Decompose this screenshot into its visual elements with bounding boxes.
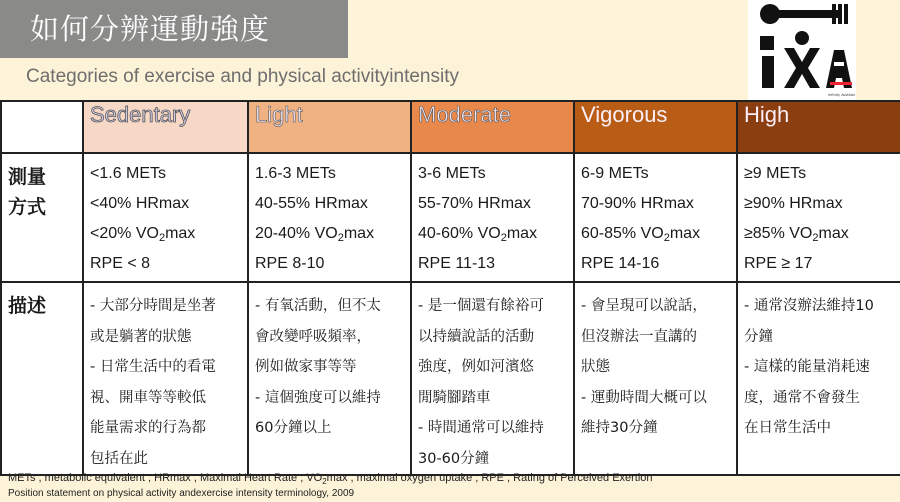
rpe-value: RPE 11-13	[418, 255, 496, 272]
desc-line: 能量需求的行為都	[90, 420, 206, 436]
vo2-value: <20% $VO_2\max$	[90, 225, 196, 244]
mets-value: <1.6 METs	[90, 165, 167, 182]
desc-line: 狀態	[581, 359, 610, 375]
desc-line: - 通常沒辦法維持10	[744, 298, 874, 314]
col-header-sedentary: Sedentary	[83, 101, 248, 153]
desc-line: 視、開車等等較低	[90, 389, 206, 406]
description-row	[1, 282, 900, 475]
desc-cell-vigorous	[574, 282, 737, 475]
row-label-metrics	[1, 153, 83, 282]
rpe-value: RPE 14-16	[581, 255, 660, 272]
vo2-value: ≥85% $VO_2\max$	[744, 225, 849, 244]
desc-line: 分鐘	[744, 328, 773, 345]
desc-line: 但沒辦法一直講的	[581, 328, 697, 345]
header-row	[1, 101, 900, 153]
rpe-value: RPE ≥ 17	[744, 255, 813, 272]
desc-line: 在日常生活中	[744, 420, 831, 436]
mets-value: ≥9 METs	[744, 165, 807, 182]
desc-cell-high	[737, 282, 900, 475]
desc-line: 強度，例如河濱悠	[418, 359, 534, 375]
desc-line: 60分鐘以上	[255, 420, 332, 436]
vo2-value: 40-60% $VO_2\max$	[418, 225, 538, 244]
footnote: METs , metabolic equivalent ; HRmax , Maximal Heart Rate ; $VO_2\max$ , maximal oxygen uptake ; RPE , Rating of Perceived Exertion	[8, 472, 653, 487]
mets-value: 1.6-3 METs	[255, 165, 336, 182]
hr-value: ≥90% HRmax	[744, 195, 843, 212]
desc-line: - 這個強度可以維持	[255, 389, 381, 406]
desc-line: 會改變呼吸頻率，	[255, 328, 371, 345]
rpe-value: RPE < 8	[90, 255, 151, 272]
metric-cell-sedentary	[83, 153, 248, 282]
rpe-value: RPE 8-10	[255, 255, 325, 272]
desc-line: - 時間通常可以維持	[418, 420, 544, 436]
metric-cell-vigorous	[574, 153, 737, 282]
logo-icon	[748, 0, 856, 100]
metric-cell-high	[737, 153, 900, 282]
desc-line: - 這樣的能量消耗速	[744, 359, 870, 375]
corner-cell	[1, 101, 83, 153]
desc-cell-light	[248, 282, 411, 475]
mets-value: 6-9 METs	[581, 165, 649, 182]
desc-line: - 運動時間大概可以	[581, 389, 707, 406]
metric-cell-light	[248, 153, 411, 282]
logo-caption: Infinity Aviation	[828, 93, 856, 97]
col-header-high: High	[737, 101, 900, 153]
source-citation: Position statement on physical activity andexercise intensity terminology, 2009	[8, 488, 355, 499]
col-header-moderate: Moderate	[411, 101, 574, 153]
hr-value: 55-70% HRmax	[418, 195, 531, 212]
desc-line: 度，通常不會發生	[744, 389, 860, 406]
hr-value: <40% HRmax	[90, 195, 190, 212]
metric-cell-moderate	[411, 153, 574, 282]
desc-line: 維持30分鐘	[581, 420, 658, 436]
desc-line: 閒騎腳踏車	[418, 389, 491, 406]
intensity-table	[0, 100, 900, 476]
col-header-light: Light	[248, 101, 411, 153]
desc-cell-sedentary	[83, 282, 248, 475]
desc-line: 以持續說話的活動	[418, 328, 534, 345]
desc-line: - 大部分時間是坐著	[90, 298, 216, 314]
desc-line: 30-60分鐘	[418, 450, 490, 467]
page-subtitle: Categories of exercise and physical activityintensity	[26, 66, 459, 87]
desc-cell-moderate	[411, 282, 574, 475]
desc-line: - 日常生活中的看電	[90, 359, 216, 375]
row-label-metrics-line1: 測量	[8, 166, 47, 188]
mets-value: 3-6 METs	[418, 165, 486, 182]
desc-line: - 有氧活動，但不太	[255, 298, 381, 314]
page-title: 如何分辨運動強度	[0, 0, 348, 58]
hr-value: 40-55% HRmax	[255, 195, 368, 212]
metrics-row	[1, 153, 900, 282]
desc-line: - 是一個還有餘裕可	[418, 298, 544, 314]
desc-line: 例如做家事等等	[255, 359, 357, 375]
hr-value: 70-90% HRmax	[581, 195, 694, 212]
desc-line: 或是躺著的狀態	[90, 328, 192, 345]
desc-line: 包括在此	[90, 450, 148, 467]
vo2-value: 20-40% $VO_2\max$	[255, 225, 375, 244]
logo	[748, 0, 856, 100]
desc-line: - 會呈現可以說話，	[581, 298, 707, 314]
row-label-description: 描述	[1, 282, 83, 475]
col-header-vigorous: Vigorous	[574, 101, 737, 153]
row-label-metrics-line2: 方式	[8, 196, 47, 218]
vo2-value: 60-85% $VO_2\max$	[581, 225, 701, 244]
